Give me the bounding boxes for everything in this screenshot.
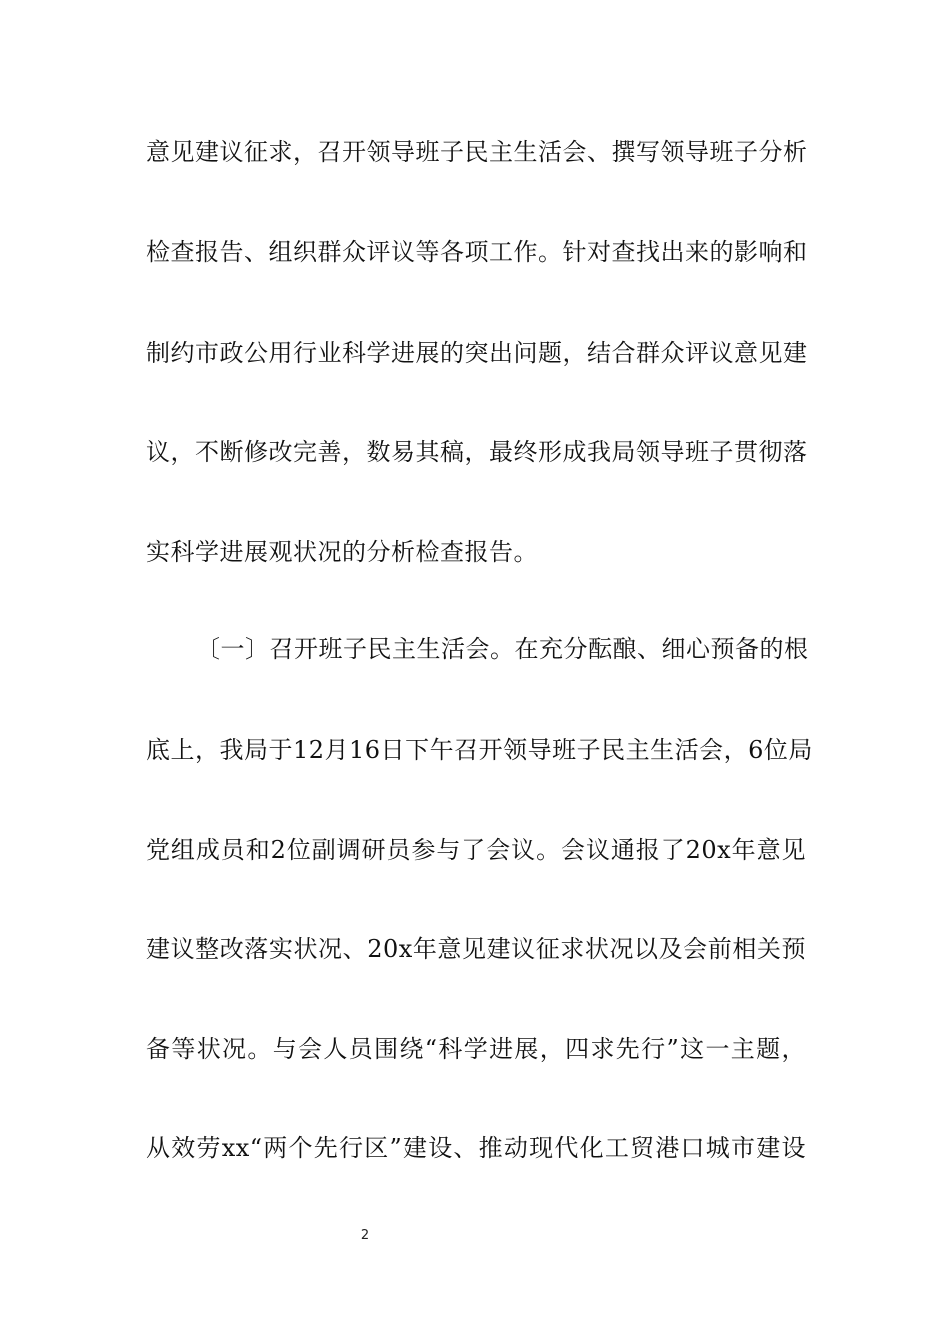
- text-line-9: 建议整改落实状况、20x年意见建议征求状况以及会前相关预: [146, 935, 806, 963]
- text-line-2: 检查报告、组织群众评议等各项工作。针对查找出来的影响和: [146, 238, 808, 266]
- text-line-7: 底上，我局于12月16日下午召开领导班子民主生活会，6位局: [146, 736, 813, 764]
- text-line-8: 党组成员和2位副调研员参与了会议。会议通报了20x年意见: [146, 836, 806, 864]
- paragraph-heading-line: 〔一〕召开班子民主生活会。在充分酝酿、细心预备的根: [196, 635, 809, 663]
- text-line-10: 备等状况。与会人员围绕“科学进展，四求先行”这一主题，: [146, 1035, 806, 1063]
- text-line-3: 制约市政公用行业科学进展的突出问题，结合群众评议意见建: [146, 339, 808, 367]
- text-line-5: 实科学进展观状况的分析检查报告。: [146, 538, 538, 566]
- text-line-1: 意见建议征求，召开领导班子民主生活会、撰写领导班子分析: [146, 138, 808, 166]
- page-number: 2: [360, 1228, 370, 1243]
- text-line-11: 从效劳xx“两个先行区”建设、推动现代化工贸港口城市建设: [146, 1134, 806, 1162]
- text-line-4: 议，不断修改完善，数易其稿，最终形成我局领导班子贯彻落: [146, 438, 808, 466]
